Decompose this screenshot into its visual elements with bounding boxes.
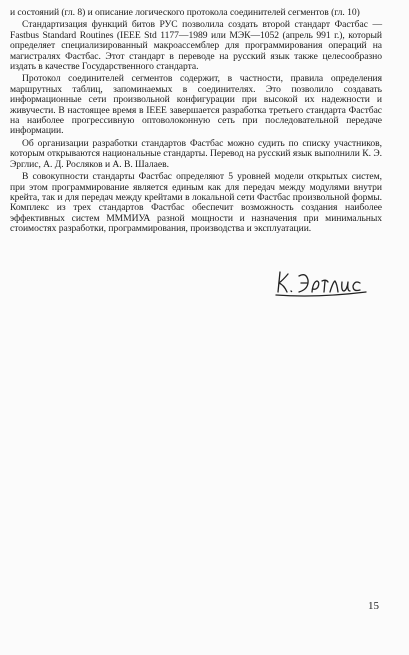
handwritten-signature [272, 262, 372, 302]
paragraph-continuation: и состояний (гл. 8) и описание логического протокола соединителей сегментов (гл. 10) [10, 7, 360, 18]
paragraph-protocol: Протокол соединителей сегментов содержит, в частности, правила определения маршрутных таблиц, запоминаемых в соединителях. Это позволило создавать информационные сети произвольной конфигурации при высокой их надежности и живучести. В настоящее время в IEEE завершается разработка третьего стандарта Фастбас на наиболее прогрессивную оптоволоконную сеть при последовательной передаче информации. [10, 73, 382, 137]
page-number: 15 [368, 600, 379, 612]
body-text [10, 8, 382, 237]
paragraph-organization: Об организации разработки стандартов Фастбас можно судить по списку участников, которым открываются национальные стандарты. Перевод на русский язык выполнили К. Э. Эрглис, А. Д. Росляков и А. В. Шалаев. [10, 137, 382, 170]
paragraph-summary: В совокупности стандарты Фастбас определяют 5 уровней модели открытых систем, при этом программирование является единым как для передач между модулями внутри крейта, так и для передач между крейтами в локальной сети Фастбас произвольной формы. Комплекс из трех стандартов Фастбас обеспечит возможность создания наиболее эффективных систем МММИУА разной мощности и назначения при минимальных стоимостях разработки, программирования, производства и эксплуатации. [10, 171, 382, 235]
signature-drawing [272, 262, 372, 302]
paragraph-standardization: Стандартизация функций битов РУС позволила создать второй стандарт Фастбас — Fastbus Standard Routines (IEEE Std 1177—1989 или МЭК—1052 (апрель 991 г.), который определяет специализированный макроассемблер для программирования операций на магистралях Фастбас. Этот стандарт в переводе на русский язык также целесообразно издать в качестве Государственного стандарта. [10, 19, 382, 73]
